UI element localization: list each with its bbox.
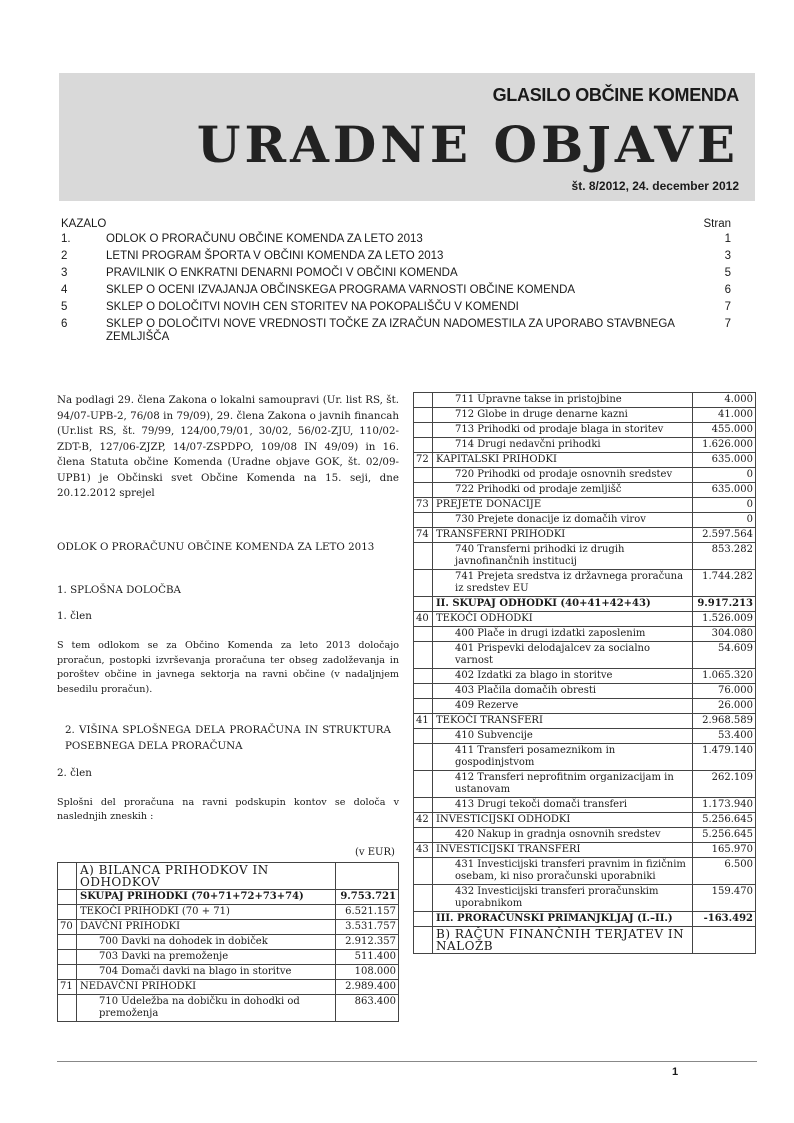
account-code <box>414 408 433 423</box>
account-amount: 9.917.213 <box>693 597 756 612</box>
publication-name: GLASILO OBČINE KOMENDA <box>492 85 739 105</box>
toc-item[interactable] <box>61 250 731 265</box>
currency-unit: (v EUR) <box>355 847 395 858</box>
table-of-contents <box>61 218 731 346</box>
account-code: 41 <box>414 714 433 729</box>
article-text: S tem odlokom se za Občino Komenda za leto 2013 določajo proračun, postopki izvrševanja proračuna ter obseg zadolževanja in poroštev občine in javnega sektorja na ravni občine (v nadaljnjem besedilu proračun). <box>57 640 399 695</box>
toc-item[interactable] <box>61 318 731 344</box>
account-amount <box>693 927 756 954</box>
account-amount: 635.000 <box>693 453 756 468</box>
account-amount: 54.609 <box>693 642 756 669</box>
toc-item-title: ODLOK O PRORAČUNU OBČINE KOMENDA ZA LETO 2013 <box>106 233 423 245</box>
table-row <box>58 863 399 890</box>
table-row <box>58 920 399 935</box>
section-heading: 1. SPLOŠNA DOLOČBA <box>57 584 181 596</box>
account-label: 403 Plačila domačih obresti <box>433 684 693 699</box>
table-row <box>58 905 399 920</box>
table-row <box>414 453 756 468</box>
account-label: PREJETE DONACIJE <box>433 498 693 513</box>
account-amount: 6.521.157 <box>336 905 399 920</box>
toc-item-page: 6 <box>724 284 731 296</box>
toc-item-title: SKLEP O DOLOČITVI NOVE VREDNOSTI TOČKE ZA IZRAČUN NADOMESTILA ZA UPORABO STAVBNEGA ZEMLJIŠČA <box>106 318 675 343</box>
account-label: III. PRORAČUNSKI PRIMANJKLJAJ (I.–II.) <box>433 912 693 927</box>
account-amount <box>336 863 399 890</box>
account-code <box>58 863 77 890</box>
account-label: 710 Udeležba na dobičku in dohodki od premoženja <box>77 995 336 1022</box>
table-row <box>58 935 399 950</box>
account-label: NEDAVČNI PRIHODKI <box>77 980 336 995</box>
toc-item-page: 7 <box>724 318 731 330</box>
table-row <box>414 669 756 684</box>
account-amount: 0 <box>693 513 756 528</box>
account-code <box>414 642 433 669</box>
account-label: TEKOČI ODHODKI <box>433 612 693 627</box>
toc-item-number: 4 <box>61 284 68 296</box>
main-text-column <box>57 393 399 825</box>
account-code <box>414 885 433 912</box>
toc-item-number: 1. <box>61 233 71 245</box>
account-label: INVESTICIJSKI ODHODKI <box>433 813 693 828</box>
account-label: II. SKUPAJ ODHODKI (40+41+42+43) <box>433 597 693 612</box>
toc-item-title: SKLEP O DOLOČITVI NOVIH CEN STORITEV NA POKOPALIŠČU V KOMENDI <box>106 301 519 313</box>
toc-item[interactable] <box>61 284 731 299</box>
account-amount: -163.492 <box>693 912 756 927</box>
account-amount: 2.968.589 <box>693 714 756 729</box>
account-amount: 863.400 <box>336 995 399 1022</box>
toc-item-page: 5 <box>724 267 731 279</box>
budget-table-right <box>413 392 756 954</box>
account-amount: 304.080 <box>693 627 756 642</box>
account-amount: 5.256.645 <box>693 828 756 843</box>
account-amount: 159.470 <box>693 885 756 912</box>
footer-divider <box>57 1061 757 1062</box>
account-amount: 3.531.757 <box>336 920 399 935</box>
table-row <box>414 612 756 627</box>
table-row <box>414 642 756 669</box>
account-amount: 2.912.357 <box>336 935 399 950</box>
account-label: 703 Davki na premoženje <box>77 950 336 965</box>
account-code <box>414 513 433 528</box>
table-row <box>414 627 756 642</box>
toc-item-page: 3 <box>724 250 731 262</box>
account-code <box>58 905 77 920</box>
account-amount: 0 <box>693 498 756 513</box>
account-code <box>58 965 77 980</box>
account-label: INVESTICIJSKI TRANSFERI <box>433 843 693 858</box>
account-label: 714 Drugi nedavčni prihodki <box>433 438 693 453</box>
account-amount: 455.000 <box>693 423 756 438</box>
toc-item-number: 6 <box>61 318 68 330</box>
table-row <box>414 771 756 798</box>
account-label: 402 Izdatki za blago in storitve <box>433 669 693 684</box>
account-amount: 2.989.400 <box>336 980 399 995</box>
table-row <box>58 950 399 965</box>
account-label: 401 Prispevki delodajalcev za socialno varnost <box>433 642 693 669</box>
account-label: SKUPAJ PRIHODKI (70+71+72+73+74) <box>77 890 336 905</box>
account-code <box>414 684 433 699</box>
table-row <box>414 423 756 438</box>
toc-item-number: 5 <box>61 301 68 313</box>
account-amount: 165.970 <box>693 843 756 858</box>
account-label: 409 Rezerve <box>433 699 693 714</box>
account-label: KAPITALSKI PRIHODKI <box>433 453 693 468</box>
account-code <box>414 468 433 483</box>
account-label: 410 Subvencije <box>433 729 693 744</box>
account-amount: 53.400 <box>693 729 756 744</box>
account-label: 722 Prihodki od prodaje zemljišč <box>433 483 693 498</box>
account-amount: 0 <box>693 468 756 483</box>
table-row <box>414 483 756 498</box>
account-amount: 511.400 <box>336 950 399 965</box>
account-amount: 6.500 <box>693 858 756 885</box>
account-code: 71 <box>58 980 77 995</box>
account-label: 411 Transferi posameznikom in gospodinjstvom <box>433 744 693 771</box>
account-label: 413 Drugi tekoči domači transferi <box>433 798 693 813</box>
account-code <box>414 423 433 438</box>
table-row <box>414 408 756 423</box>
account-code <box>414 570 433 597</box>
toc-label: KAZALO <box>61 218 107 230</box>
table-row <box>414 885 756 912</box>
account-amount: 9.753.721 <box>336 890 399 905</box>
account-code <box>414 828 433 843</box>
account-label: 700 Davki na dohodek in dobiček <box>77 935 336 950</box>
toc-item-title: LETNI PROGRAM ŠPORTA V OBČINI KOMENDA ZA LETO 2013 <box>106 250 444 262</box>
account-amount: 262.109 <box>693 771 756 798</box>
article-heading: 2. člen <box>57 767 92 779</box>
account-amount: 5.256.645 <box>693 813 756 828</box>
account-amount: 41.000 <box>693 408 756 423</box>
account-code <box>414 729 433 744</box>
table-row <box>414 912 756 927</box>
account-amount: 1.173.940 <box>693 798 756 813</box>
account-label: B) RAČUN FINANČNIH TERJATEV IN NALOŽB <box>433 927 693 954</box>
toc-item-number: 2 <box>61 250 68 262</box>
account-code <box>58 950 77 965</box>
toc-item-title: SKLEP O OCENI IZVAJANJA OBČINSKEGA PROGRAMA VARNOSTI OBČINE KOMENDA <box>106 284 576 296</box>
account-code: 43 <box>414 843 433 858</box>
account-code: 73 <box>414 498 433 513</box>
table-row <box>58 995 399 1022</box>
account-label: 740 Transferni prihodki iz drugih javnofinančnih institucij <box>433 543 693 570</box>
account-label: 400 Plače in drugi izdatki zaposlenim <box>433 627 693 642</box>
account-code <box>414 393 433 408</box>
page-number: 1 <box>672 1066 679 1078</box>
table-row <box>414 684 756 699</box>
account-code: 42 <box>414 813 433 828</box>
account-amount: 4.000 <box>693 393 756 408</box>
account-code: 40 <box>414 612 433 627</box>
account-amount: 1.526.009 <box>693 612 756 627</box>
table-row <box>414 468 756 483</box>
account-code: 74 <box>414 528 433 543</box>
account-label: 712 Globe in druge denarne kazni <box>433 408 693 423</box>
table-row <box>414 528 756 543</box>
issue-info: št. 8/2012, 24. december 2012 <box>571 179 739 193</box>
account-label: 432 Investicijski transferi proračunskim uporabnikom <box>433 885 693 912</box>
table-row <box>414 498 756 513</box>
account-amount: 76.000 <box>693 684 756 699</box>
article-heading: 1. člen <box>57 609 92 622</box>
table-row <box>414 597 756 612</box>
account-label: 704 Domači davki na blago in storitve <box>77 965 336 980</box>
account-label: 431 Investicijski transferi pravnim in fizičnim osebam, ki niso proračunski uporabniki <box>433 858 693 885</box>
section-heading: 2. VIŠINA SPLOŠNEGA DELA PRORAČUNA IN STRUKTURA POSEBNEGA DELA PRORAČUNA <box>65 724 391 752</box>
toc-header <box>61 218 731 233</box>
account-label: 420 Nakup in gradnja osnovnih sredstev <box>433 828 693 843</box>
account-label: 713 Prihodki od prodaje blaga in storitev <box>433 423 693 438</box>
account-code <box>58 935 77 950</box>
account-code: 72 <box>414 453 433 468</box>
account-label: TEKOČI PRIHODKI (70 + 71) <box>77 905 336 920</box>
masthead-title: URADNE OBJAVE <box>196 115 739 174</box>
table-row <box>58 965 399 980</box>
account-code <box>414 699 433 714</box>
table-row <box>58 980 399 995</box>
table-row <box>58 890 399 905</box>
account-code <box>414 669 433 684</box>
article-text: Splošni del proračuna na ravni podskupin kontov se določa v naslednjih zneskih : <box>57 796 399 822</box>
table-row <box>414 570 756 597</box>
table-row <box>414 543 756 570</box>
budget-table-left <box>57 862 399 1022</box>
table-row <box>414 798 756 813</box>
account-label: 412 Transferi neprofitnim organizacijam in ustanovam <box>433 771 693 798</box>
account-label: 730 Prejete donacije iz domačih virov <box>433 513 693 528</box>
intro-paragraph: Na podlagi 29. člena Zakona o lokalni samoupravi (Ur. list RS, št. 94/07-UPB-2, 76/08 in 79/09), 29. člena Zakona o javnih financah (Ur.list RS, št. 79/99, 124/00,79/01, 30/02, 56/02-ZJU, 110/02-ZDT-B, 127/06-ZJZP, 14/07-ZSPDPO, 109/08 IN 49/09) in 16. člena Statuta občine Komenda (Uradne objave GOK, št. 02/09-UPB1) je Občinski svet Občine Komenda na 15. seji, dne 20.12.2012 sprejel <box>57 394 399 499</box>
account-amount: 108.000 <box>336 965 399 980</box>
account-amount: 26.000 <box>693 699 756 714</box>
account-code <box>58 890 77 905</box>
account-amount: 635.000 <box>693 483 756 498</box>
account-amount: 1.626.000 <box>693 438 756 453</box>
toc-item-number: 3 <box>61 267 68 279</box>
account-label: 711 Upravne takse in pristojbine <box>433 393 693 408</box>
table-row <box>414 813 756 828</box>
table-row <box>414 843 756 858</box>
account-code <box>414 912 433 927</box>
toc-item-page: 7 <box>724 301 731 313</box>
account-label: DAVČNI PRIHODKI <box>77 920 336 935</box>
toc-item[interactable] <box>61 267 731 282</box>
toc-item[interactable] <box>61 233 731 248</box>
toc-item-page: 1 <box>724 233 731 245</box>
account-amount: 1.479.140 <box>693 744 756 771</box>
account-code: 70 <box>58 920 77 935</box>
account-amount: 2.597.564 <box>693 528 756 543</box>
table-row <box>414 714 756 729</box>
table-row <box>414 438 756 453</box>
account-amount: 1.065.320 <box>693 669 756 684</box>
account-code <box>414 597 433 612</box>
table-row <box>414 393 756 408</box>
account-label: TRANSFERNI PRIHODKI <box>433 528 693 543</box>
table-row <box>414 513 756 528</box>
account-code <box>414 798 433 813</box>
account-label: A) BILANCA PRIHODKOV IN ODHODKOV <box>77 863 336 890</box>
document-title: ODLOK O PRORAČUNU OBČINE KOMENDA ZA LETO 2013 <box>57 540 375 553</box>
table-row <box>414 927 756 954</box>
account-code <box>414 438 433 453</box>
account-code <box>58 995 77 1022</box>
toc-item[interactable] <box>61 301 731 316</box>
masthead <box>59 73 755 201</box>
account-code <box>414 483 433 498</box>
account-code <box>414 927 433 954</box>
table-row <box>414 729 756 744</box>
table-row <box>414 744 756 771</box>
account-code <box>414 771 433 798</box>
account-label: TEKOČI TRANSFERI <box>433 714 693 729</box>
table-row <box>414 858 756 885</box>
account-amount: 1.744.282 <box>693 570 756 597</box>
account-code <box>414 858 433 885</box>
toc-page-label: Stran <box>703 218 731 230</box>
account-label: 720 Prihodki od prodaje osnovnih sredstev <box>433 468 693 483</box>
account-code <box>414 543 433 570</box>
table-row <box>414 699 756 714</box>
account-code <box>414 627 433 642</box>
table-row <box>414 828 756 843</box>
account-label: 741 Prejeta sredstva iz državnega proračuna iz sredstev EU <box>433 570 693 597</box>
account-code <box>414 744 433 771</box>
toc-item-title: PRAVILNIK O ENKRATNI DENARNI POMOČI V OBČINI KOMENDA <box>106 267 458 279</box>
account-amount: 853.282 <box>693 543 756 570</box>
